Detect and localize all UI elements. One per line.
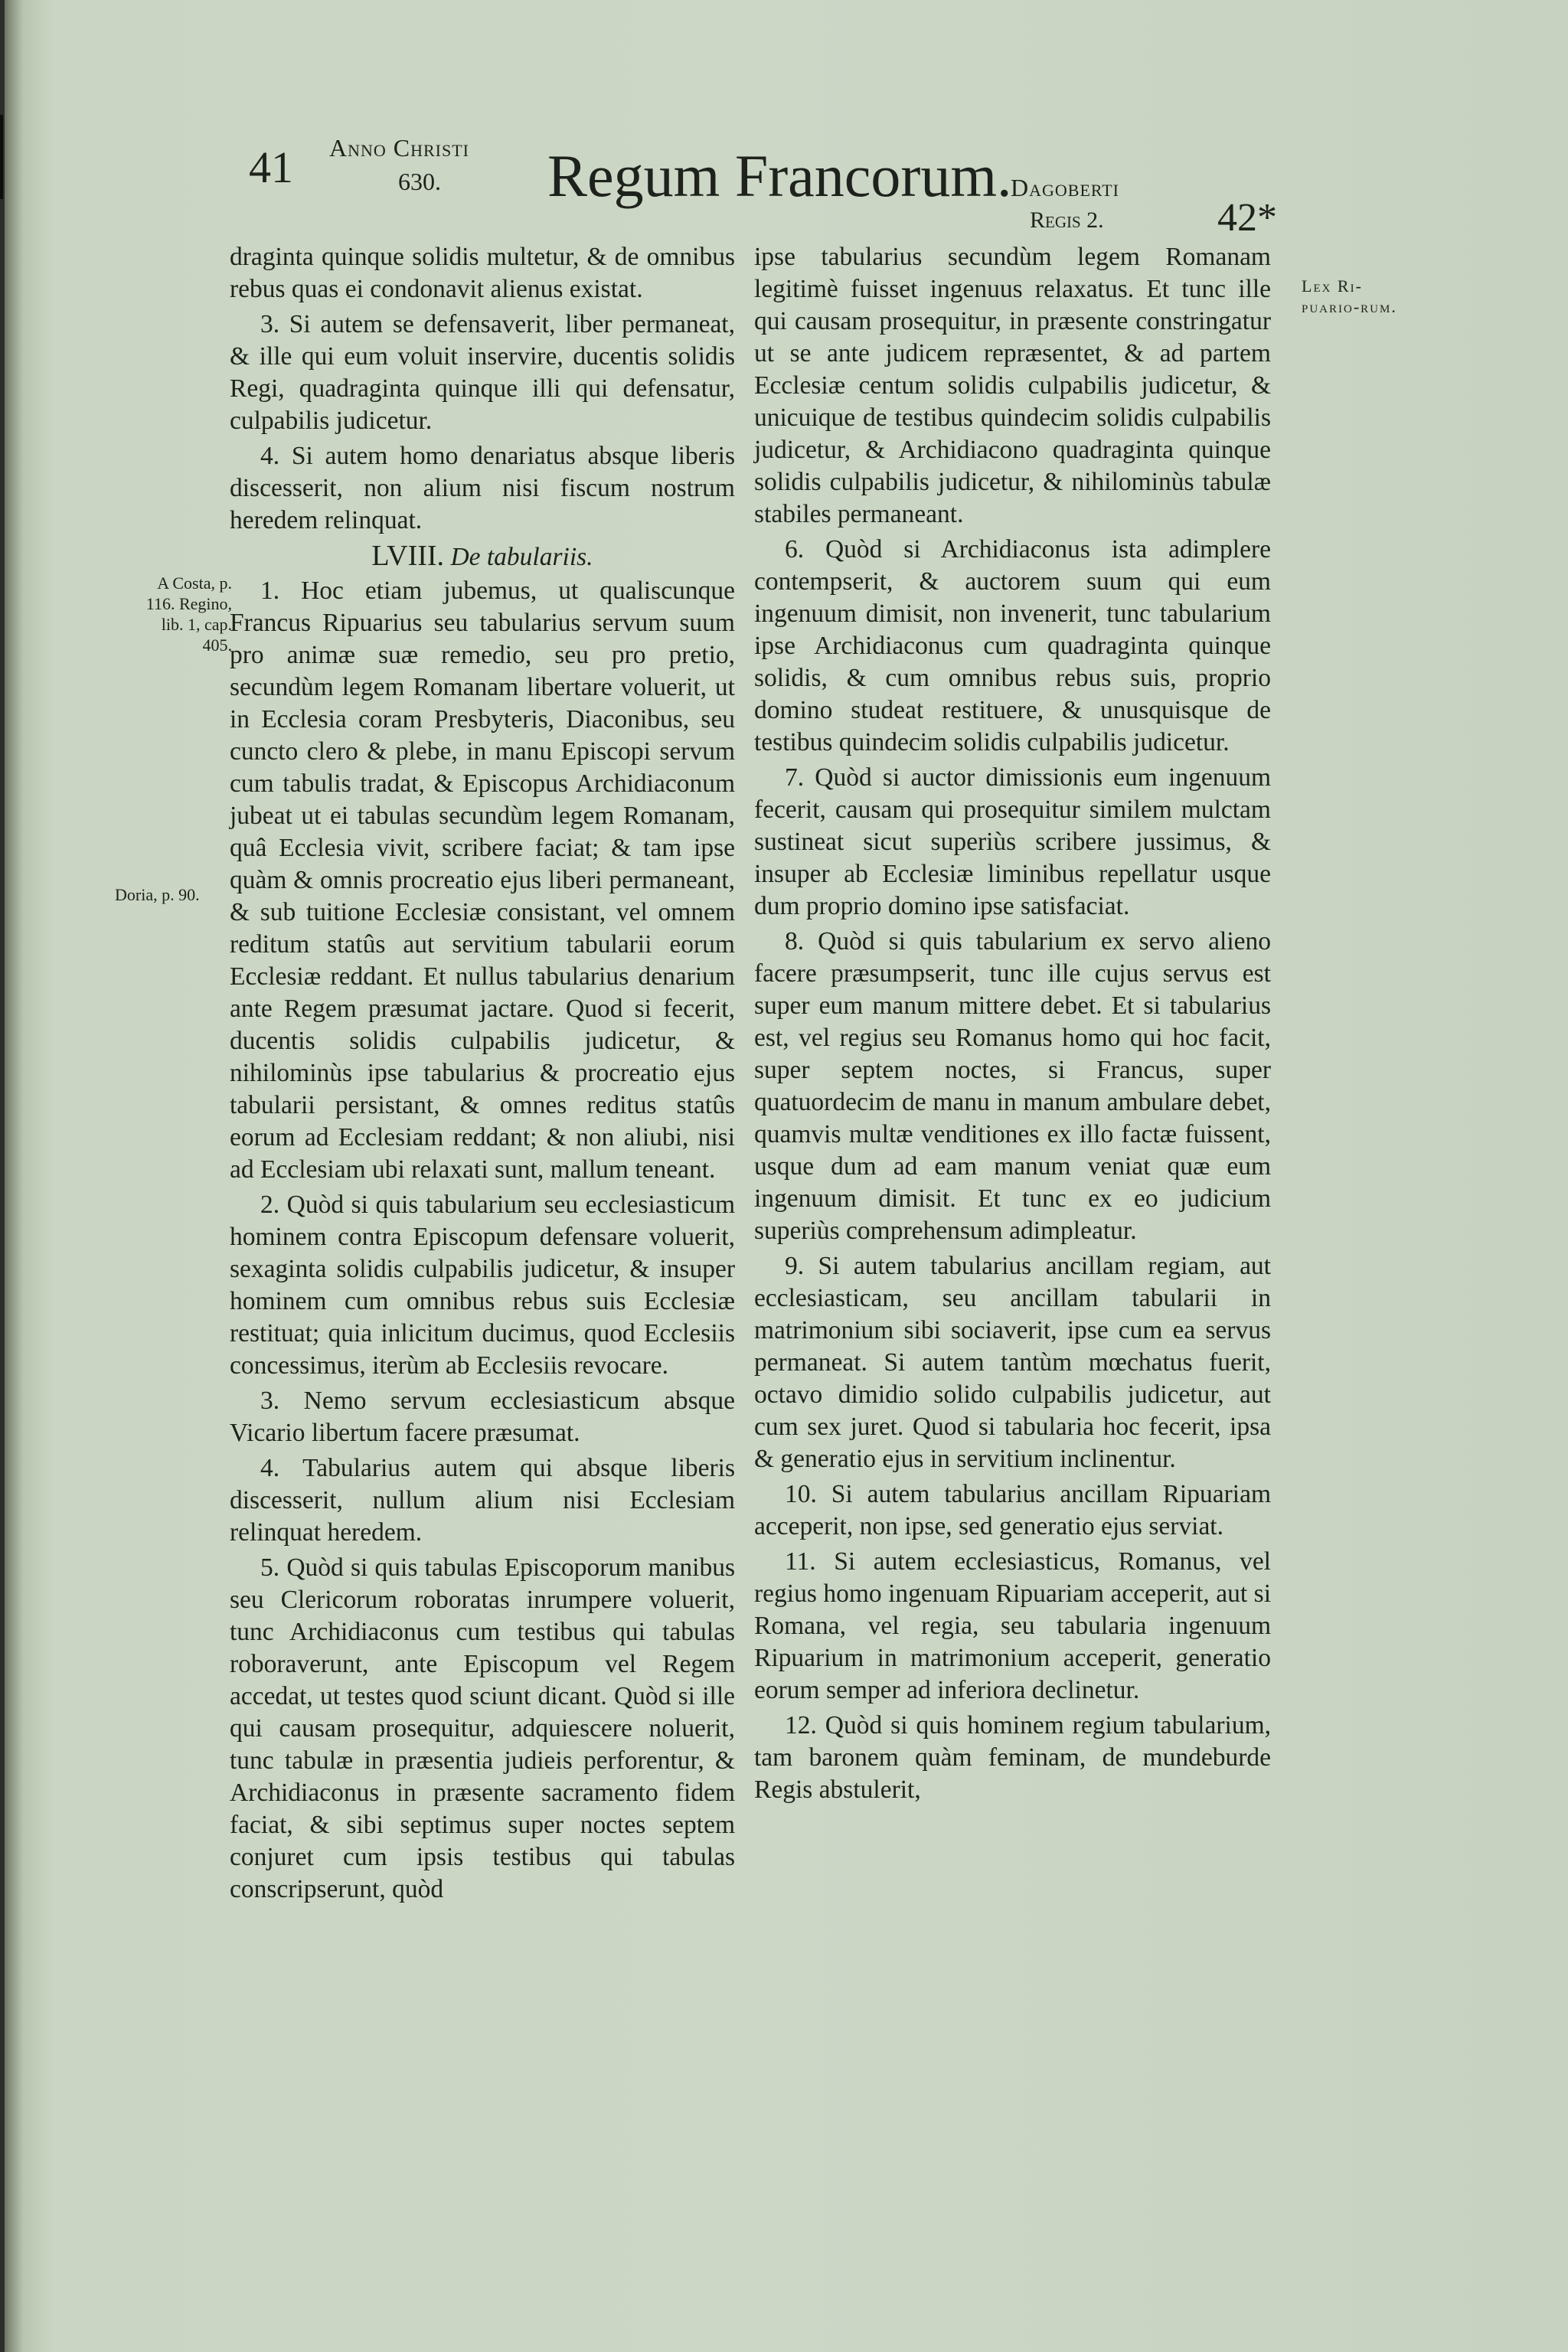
- paragraph: 9. Si autem tabularius ancillam regiam, aut ecclesiasticam, seu ancillam tabularii in matrimonium sibi sociaverit, ipse cum ea servus permaneat. Si autem tantùm mœchatus fuerit, octavo dimidio solido culpabilis judicetur, aut cum sex juret. Quod si tabularia hoc fecerit, ipsa & generatio ejus in servitium inclinentur.: [754, 1252, 1271, 1473]
- paragraph: draginta quinque solidis multetur, & de omnibus rebus quas ei condonavit alienus existat.: [230, 243, 735, 303]
- paragraph: 10. Si autem tabularius ancillam Ripuariam acceperit, non ipse, sed generatio ejus serviat.: [754, 1480, 1271, 1540]
- anno-christi-label: Anno Christi: [329, 134, 470, 162]
- paragraph: 4. Si autem homo denariatus absque liberis discesserit, non alium nisi fiscum nostrum heredem relinquat.: [230, 442, 735, 534]
- king-name: Dagoberti: [1011, 174, 1120, 201]
- section-title: De tabulariis.: [450, 543, 593, 571]
- margin-note-costa: A Costa, p. 116. Regino, lib. 1, cap. 405.: [145, 573, 232, 655]
- paragraph: 12. Quòd si quis hominem regium tabularium, tam baronem quàm feminam, de mundeburde Regis abstulerit,: [754, 1711, 1271, 1804]
- paragraph: 4. Tabularius autem qui absque liberis discesserit, nullum alium nisi Ecclesiam relinquat heredem.: [230, 1454, 735, 1547]
- paragraph: 5. Quòd si quis tabulas Episcoporum manibus seu Clericorum roboratas inrumpere voluerit, tunc Archidiaconus cum testibus qui tabulas roboraverunt, ante Episcopum vel Regem accedat, ut testes quod sciunt dicant. Quòd si ille qui causam prosequitur, adquiescere noluerit, tunc tabulæ in præsentia judieis perforentur, & Archidiaconus in præsente sacramento fidem faciat, & sibi septimus super noctes septem conjuret cum ipsis testibus qui tabulas conscripserunt, quòd: [230, 1553, 735, 1903]
- anno-year: 630.: [398, 168, 441, 195]
- paragraph: 6. Quòd si Archidiaconus ista adimplere contempserit, & auctorem suum qui eum ingenuum dimisit, non invenerit, tunc tabularium ipse Archidiaconus cum quadraginta quinque solidis, & cum omnibus rebus suis, proprio domino studeat restituere, & unusquisque de testibus quindecim solidis culpabilis judicetur.: [754, 535, 1271, 756]
- paragraph: 7. Quòd si auctor dimissionis eum ingenuum fecerit, causam qui prosequitur similem mulctam sustineat sicut superiùs scribere jussimus, & insuper ab Ecclesiæ liminibus repellatur usque dum proprio domino ipse satisfaciat.: [754, 763, 1271, 920]
- left-text-column: [230, 241, 735, 1909]
- page-title: Regum Francorum.: [547, 142, 1012, 209]
- margin-note-doria: Doria, p. 90.: [115, 885, 200, 904]
- right-page-number: 42*: [1217, 196, 1277, 240]
- paragraph: 11. Si autem ecclesiasticus, Romanus, vel regius homo ingenuam Ripuariam acceperit, aut si Romana, vel regia, seu tabularia ingenuum Ripuarium in matrimonium acceperit, generatio eorum semper ad inferiora declinetur.: [754, 1547, 1271, 1704]
- paragraph: 3. Nemo servum ecclesiasticum absque Vicario libertum facere præsumat.: [230, 1387, 735, 1447]
- margin-note-lex-ripuariorum: Lex Ri-puario-rum.: [1302, 276, 1397, 316]
- binding-gutter: [0, 0, 5, 2352]
- paragraph: 1. Hoc etiam jubemus, ut qualiscunque Francus Ripuarius seu tabularius servum suum pro animæ suæ remedio, seu pro pretio, secundùm legem Romanam libertare voluerit, ut in Ecclesia coram Presbyteris, Diaconibus, seu cuncto clero & plebe, in manu Episcopi servum cum tabulis tradat, & Episcopus Archidiaconum jubeat ut ei tabulas secundùm legem Romanam, quâ Ecclesia vivit, scribere faciat; & tam ipse quàm & omnis procreatio ejus liberi permaneant, & sub tuitione Ecclesiæ consistant, vel omnem reditum statûs aut servitium tabularii eorum Ecclesiæ reddant. Et nullus tabularius denarium ante Regem præsumat jactare. Quod si fecerit, ducentis solidis culpabilis judicetur, & nihilominùs ipse tabularius & procreatio ejus tabularii persistant, & omnes reditus statûs eorum ad Ecclesiam reddant; & non aliubi, nisi ad Ecclesiam ubi relaxati sunt, mallum teneant.: [230, 577, 735, 1184]
- king-regis: Regis 2.: [1030, 207, 1104, 233]
- binding-mark: [0, 115, 3, 199]
- paragraph: 8. Quòd si quis tabularium ex servo alieno facere præsumpserit, tunc ille cujus servus est super eum manum mittere debet. Et si tabularius est, vel regius seu Romanus homo qui hoc facit, super septem noctes, si Francus, super quatuordecim de manu in manum ambulare debet, quamvis multæ venditiones ex illo factæ fuissent, usque dum ad eam manum veniat quæ eum ingenuum dimisit. Et tunc ex eo judicium superiùs comprehensum adimpleatur.: [754, 927, 1271, 1245]
- section-number: LVIII.: [371, 540, 445, 572]
- left-page-number: 41: [249, 142, 293, 192]
- running-header: [245, 134, 1302, 241]
- section-heading: [230, 540, 735, 573]
- right-text-column: [754, 241, 1271, 1809]
- paragraph: ipse tabularius secundùm legem Romanam legitimè fuisset ingenuus relaxatus. Et tunc ille qui causam prosequitur, in præsente constringatur ut se ante judicem repræsentet, & ad partem Ecclesiæ centum solidis culpabilis judicetur, & unicuique de testibus quindecim solidis culpabilis judicetur, & Archidiacono quadraginta quinque solidis culpabilis judicetur, & nihilominùs tabulæ stabiles permaneant.: [754, 243, 1271, 528]
- paragraph: 2. Quòd si quis tabularium seu ecclesiasticum hominem contra Episcopum defensare voluerit, sexaginta solidis culpabilis judicetur, & insuper hominem cum omnibus rebus suis Ecclesiæ restituat; quia inlicitum ducimus, quod Ecclesiis concessimus, iterùm ab Ecclesiis revocare.: [230, 1191, 735, 1380]
- paragraph: 3. Si autem se defensaverit, liber permaneat, & ille qui eum voluit inservire, ducentis solidis Regi, quadraginta quinque illi qui defensatur, culpabilis judicetur.: [230, 310, 735, 435]
